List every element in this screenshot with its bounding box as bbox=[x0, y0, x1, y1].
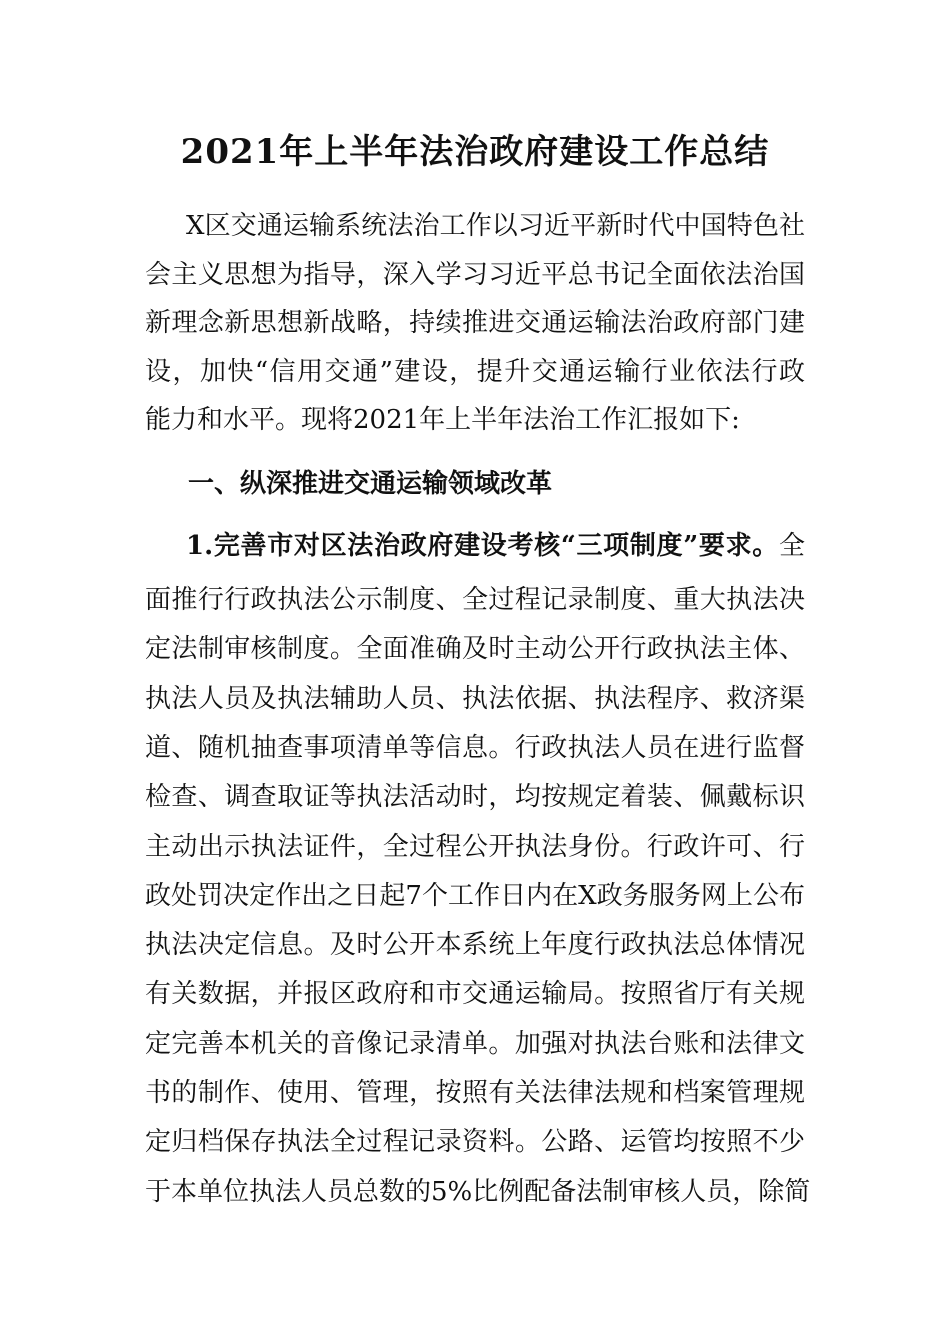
item-line: 检查、调查取证等执法活动时，均按规定着装、佩戴标识 bbox=[145, 782, 805, 813]
item-line: 书的制作、使用、管理，按照有关法律法规和档案管理规 bbox=[145, 1078, 805, 1108]
item-lead: 1.完善市对区法治政府建设考核“三项制度”要求。 bbox=[186, 531, 779, 561]
document-title: 2021年上半年法治政府建设工作总结 bbox=[180, 132, 770, 172]
item-line: 定完善本机关的音像记录清单。加强对执法台账和法律文 bbox=[145, 1028, 805, 1059]
intro-line: 会主义思想为指导，深入学习习近平总书记全面依法治国 bbox=[145, 259, 805, 290]
item-line: 定法制审核制度。全面准确及时主动公开行政执法主体、 bbox=[145, 634, 805, 665]
intro-line: X区交通运输系统法治工作以习近平新时代中国特色社 bbox=[186, 211, 805, 241]
intro-line: 设，加快“信用交通”建设，提升交通运输行业依法行政 bbox=[145, 356, 805, 387]
item-line: 定归档保存执法全过程记录资料。公路、运管均按照不少 bbox=[145, 1127, 805, 1158]
section-heading: 一、纵深推进交通运输领域改革 bbox=[188, 469, 553, 499]
item-line: 执法人员及执法辅助人员、执法依据、执法程序、救济渠 bbox=[145, 683, 805, 714]
item-line: 政处罚决定作出之日起7个工作日内在X政务服务网上公布 bbox=[145, 880, 805, 911]
intro-line: 能力和水平。现将2021年上半年法治工作汇报如下: bbox=[145, 405, 740, 435]
item-line: 于本单位执法人员总数的5%比例配备法制审核人员，除简 bbox=[145, 1176, 811, 1207]
item-line: 主动出示执法证件，全过程公开执法身份。行政许可、行 bbox=[145, 831, 805, 862]
intro-line: 新理念新思想新战略，持续推进交通运输法治政府部门建 bbox=[145, 308, 805, 338]
item-first-line bbox=[186, 526, 805, 566]
item-line: 面推行行政执法公示制度、全过程记录制度、重大执法决 bbox=[145, 585, 805, 615]
item-lead-rest: 全 bbox=[778, 531, 805, 561]
item-line: 有关数据，并报区政府和市交通运输局。按照省厅有关规 bbox=[145, 979, 805, 1010]
item-line: 执法决定信息。及时公开本系统上年度行政执法总体情况 bbox=[145, 930, 805, 961]
item-line: 道、随机抽查事项清单等信息。行政执法人员在进行监督 bbox=[145, 732, 805, 763]
